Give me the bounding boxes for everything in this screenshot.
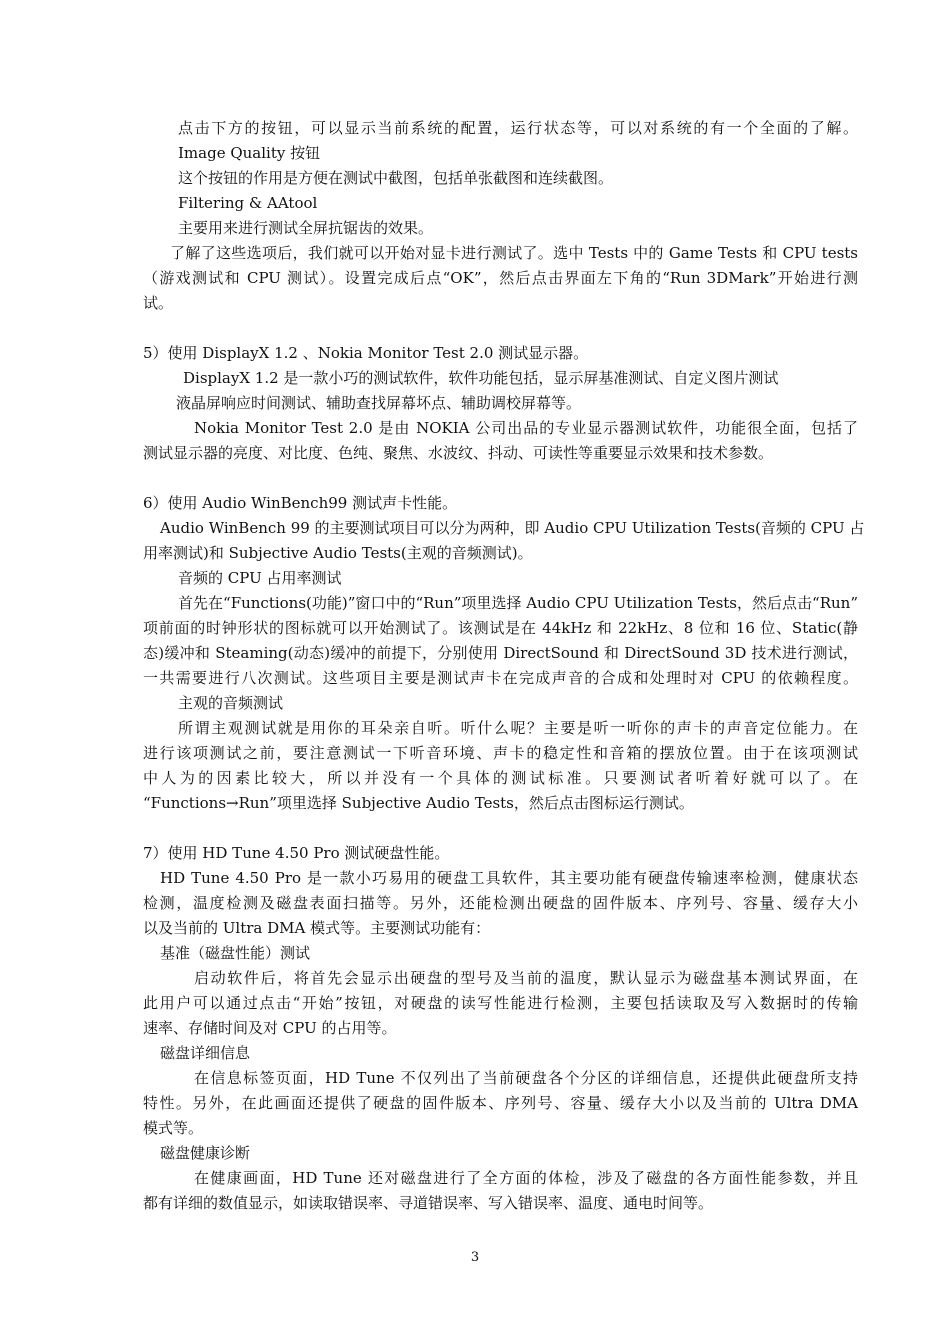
paragraph-line: 试。 xyxy=(143,294,174,312)
sub-heading: 基准（磁盘性能）测试 xyxy=(160,944,311,962)
paragraph-line: 模式等。 xyxy=(143,1119,204,1137)
paragraph-line: 态)缓冲和 Steaming(动态)缓冲的前提下，分别使用 DirectSound 和 DirectSound 3D 技术进行测试， xyxy=(143,644,858,662)
paragraph-line: 检测，温度检测及磁盘表面扫描等。另外，还能检测出硬盘的固件版本、序列号、容量、缓存大小 xyxy=(143,894,858,912)
paragraph-line: Audio WinBench 99 的主要测试项目可以分为两种，即 Audio CPU Utilization Tests(音频的 CPU 占 xyxy=(160,519,865,537)
paragraph-line: 液晶屏响应时间测试、辅助查找屏幕坏点、辅助调校屏幕等。 xyxy=(176,394,582,412)
section-heading: 7）使用 HD Tune 4.50 Pro 测试硬盘性能。 xyxy=(143,844,450,862)
paragraph-line: 测试显示器的亮度、对比度、色纯、聚焦、水波纹、抖动、可读性等重要显示效果和技术参数。 xyxy=(143,444,774,462)
paragraph-line: （游戏测试和 CPU 测试）。设置完成后点“OK”，然后点击界面左下角的“Run 3DMark”开始进行测 xyxy=(143,269,858,287)
sub-heading: 磁盘健康诊断 xyxy=(160,1144,251,1162)
paragraph-line: DisplayX 1.2 是一款小巧的测试软件，软件功能包括，显示屏基准测试、自定义图片测试 xyxy=(183,369,779,387)
paragraph-line: 所谓主观测试就是用你的耳朵亲自听。听什么呢？主要是听一听你的声卡的声音定位能力。在 xyxy=(178,719,858,737)
paragraph-line: 此用户可以通过点击“开始”按钮，对硬盘的读写性能进行检测，主要包括读取及写入数据时的传输 xyxy=(143,994,858,1012)
paragraph-line: 主要用来进行测试全屏抗锯齿的效果。 xyxy=(178,219,434,237)
page-number: 3 xyxy=(470,1250,480,1265)
paragraph-line: 一共需要进行八次测试。这些项目主要是测试声卡在完成声音的合成和处理时对 CPU 的依赖程度。 xyxy=(143,669,858,687)
section-heading: 6）使用 Audio WinBench99 测试声卡性能。 xyxy=(143,494,458,512)
paragraph-line: 以及当前的 Ultra DMA 模式等。主要测试功能有： xyxy=(143,919,491,937)
section-heading: Filtering & AAtool xyxy=(178,194,318,212)
paragraph-line: 都有详细的数值显示，如读取错误率、寻道错误率、写入错误率、温度、通电时间等。 xyxy=(143,1194,714,1212)
paragraph-line: 速率、存储时间及对 CPU 的占用等。 xyxy=(143,1019,397,1037)
paragraph-line: 进行该项测试之前，要注意测试一下听音环境、声卡的稳定性和音箱的摆放位置。由于在该项测试 xyxy=(143,744,858,762)
sub-heading: 音频的 CPU 占用率测试 xyxy=(178,569,342,587)
section-heading: 5）使用 DisplayX 1.2 、Nokia Monitor Test 2.0 测试显示器。 xyxy=(143,344,589,362)
paragraph-line: 项前面的时钟形状的图标就可以开始测试了。该测试是在 44kHz 和 22kHz、8 位和 16 位、Static(静 xyxy=(143,619,858,637)
paragraph-line: 启动软件后，将首先会显示出硬盘的型号及当前的温度，默认显示为磁盘基本测试界面，在 xyxy=(194,969,858,987)
paragraph-line: 了解了这些选项后，我们就可以开始对显卡进行测试了。选中 Tests 中的 Game Tests 和 CPU tests xyxy=(170,244,858,262)
paragraph-line: 点击下方的按钮，可以显示当前系统的配置，运行状态等，可以对系统的有一个全面的了解。 xyxy=(178,119,858,137)
paragraph-line: “Functions→Run”项里选择 Subjective Audio Tests，然后点击图标运行测试。 xyxy=(143,794,694,812)
paragraph-line: 中人为的因素比较大，所以并没有一个具体的测试标准。只要测试者听着好就可以了。在 xyxy=(143,769,858,787)
paragraph-line: 这个按钮的作用是方便在测试中截图，包括单张截图和连续截图。 xyxy=(178,169,614,187)
paragraph-line: 在信息标签页面，HD Tune 不仅列出了当前硬盘各个分区的详细信息，还提供此硬盘所支持 xyxy=(194,1069,858,1087)
sub-heading: 磁盘详细信息 xyxy=(160,1044,251,1062)
sub-heading: 主观的音频测试 xyxy=(178,694,284,712)
paragraph-line: 在健康画面，HD Tune 还对磁盘进行了全方面的体检，涉及了磁盘的各方面性能参数，并且 xyxy=(194,1169,858,1187)
section-heading: Image Quality 按钮 xyxy=(178,144,321,162)
paragraph-line: HD Tune 4.50 Pro 是一款小巧易用的硬盘工具软件，其主要功能有硬盘传输速率检测，健康状态 xyxy=(160,869,858,887)
paragraph-line: 特性。另外，在此画面还提供了硬盘的固件版本、序列号、容量、缓存大小以及当前的 Ultra DMA xyxy=(143,1094,858,1112)
paragraph-line: 首先在“Functions(功能)”窗口中的“Run”项里选择 Audio CPU Utilization Tests，然后点击“Run” xyxy=(178,594,858,612)
paragraph-line: Nokia Monitor Test 2.0 是由 NOKIA 公司出品的专业显示器测试软件，功能很全面，包括了 xyxy=(194,419,858,437)
paragraph-line: 用率测试)和 Subjective Audio Tests(主观的音频测试)。 xyxy=(143,544,533,562)
